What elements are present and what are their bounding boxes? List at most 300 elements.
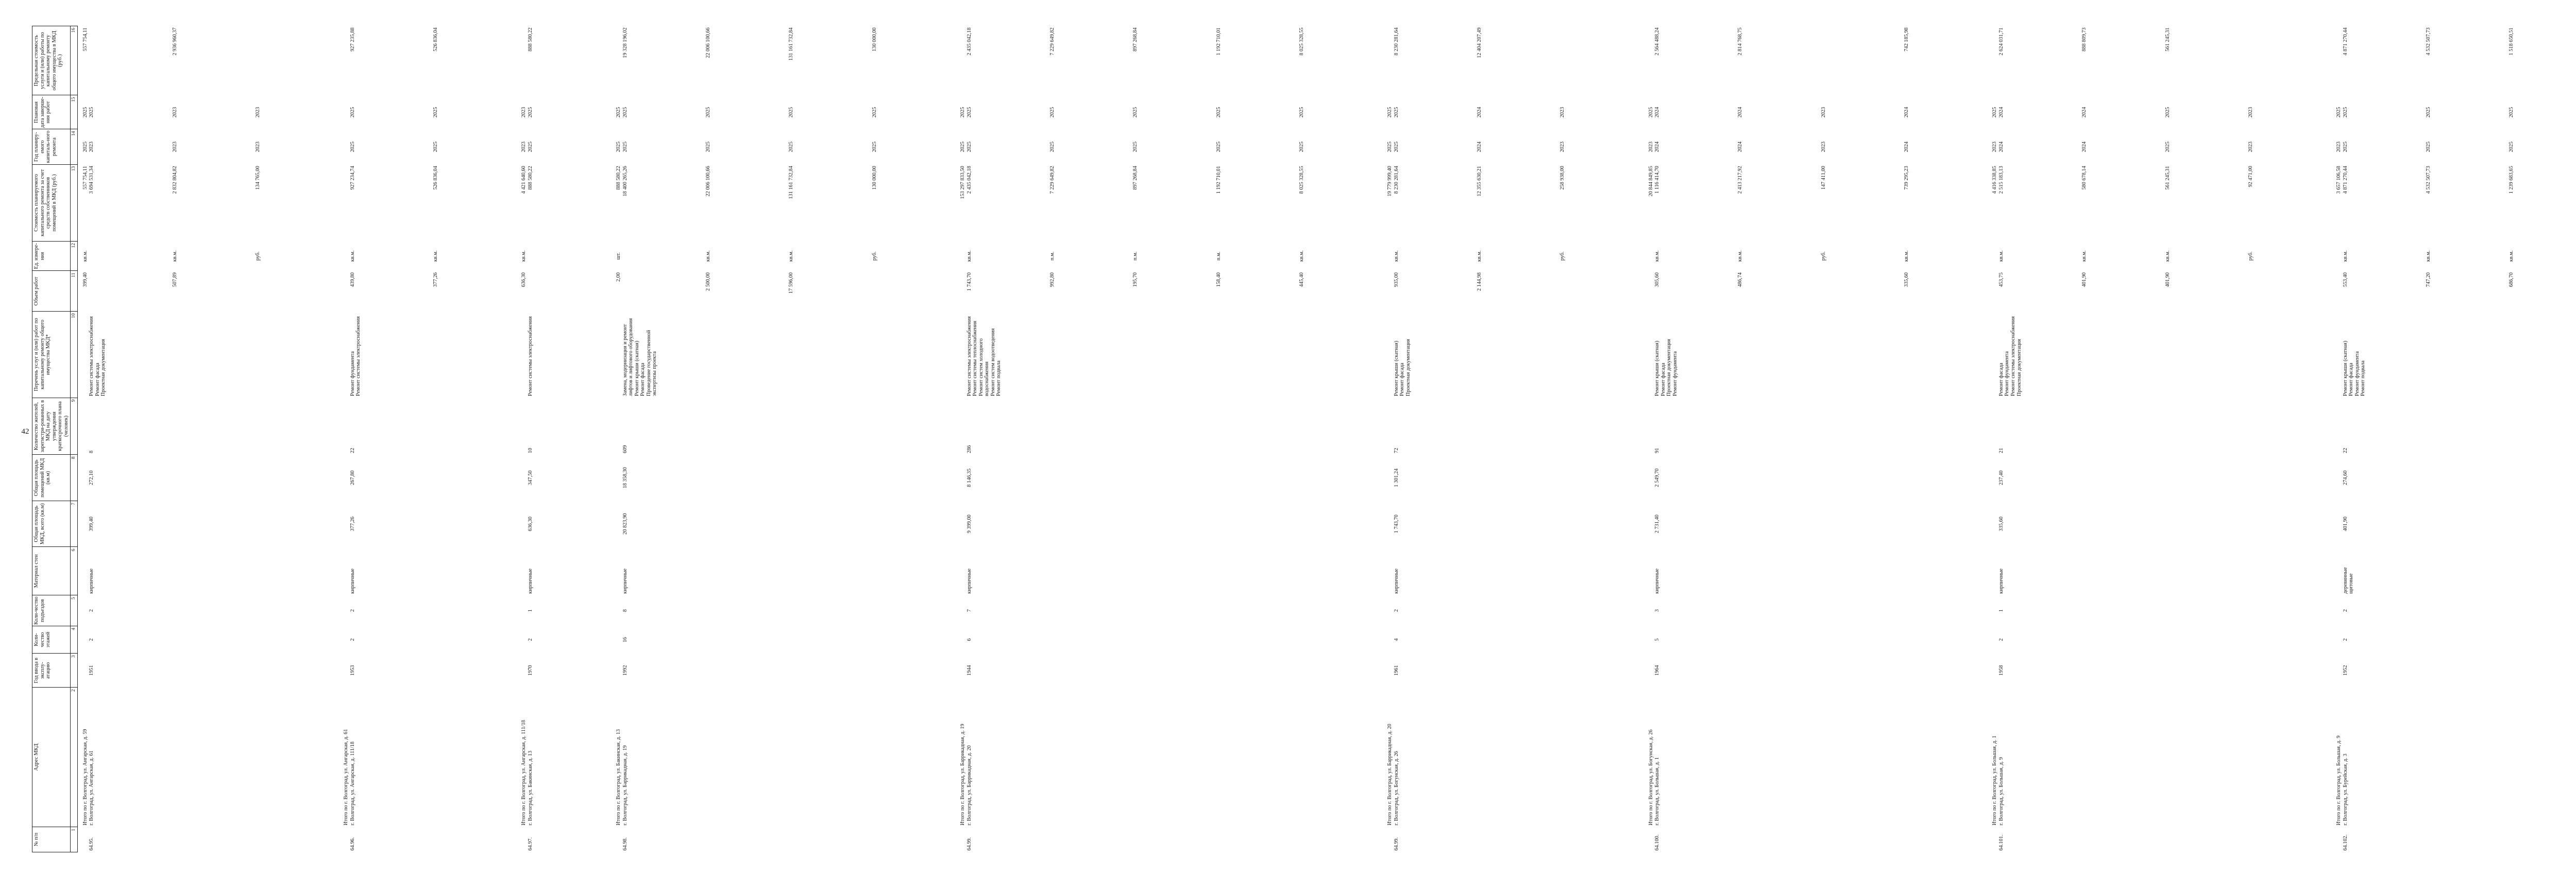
work-name: Проектная документация [1405,339,1411,397]
total-done: 2025 [2336,107,2342,118]
address: г. Волгоград, ул. Бакинская, д. 13 [527,750,533,826]
work-volume: 2 500,00 [705,272,711,291]
empty-cell [516,312,528,398]
work-max-cost [1821,28,1904,94]
total-year: 2023 [521,141,527,152]
total-cost: 557 754,11 [82,166,88,190]
work-year: 2025 [433,141,439,152]
row-number: 64.99. [1393,837,1399,851]
work-done: 2025 [349,107,355,118]
work-cost: 8 025 328,55 [1298,166,1304,194]
total-row [1643,26,1655,852]
commission-year: 1953 [349,665,355,676]
empty-cell [1987,654,1998,688]
area-rooms: 18 358,30 [622,467,628,489]
work-name: Ремонт фундамента [1672,351,1678,397]
total-max-cost [955,26,967,95]
column-number: 15 [71,95,78,129]
entrances: 2 [2342,609,2348,612]
empty-cell [1382,501,1394,547]
column-header: Материал стен [32,547,71,595]
work-max-cost [1560,28,1642,94]
empty-cell [2331,398,2343,455]
total-cost: 4 421 640,60 [521,166,527,194]
area-total: 1 743,70 [1393,515,1399,534]
work-year: 2024 [1998,141,2004,152]
commission-year: 1958 [1998,665,2004,676]
work-max-cost: 7 229 649,82 [1049,27,1055,56]
work-volume-list [528,271,611,312]
area-rooms: 1 301,24 [1393,468,1399,487]
work-name: Ремонт фундамента [2004,351,2010,397]
work-max-cost [2248,28,2331,94]
work-year: 2024 [1737,141,1743,152]
work-year: 2023 [255,141,261,152]
work-year: 2024 [1904,141,1910,152]
address-row [1654,26,1987,852]
work-cost: 888 580,22 [527,166,533,190]
column-header: Плановая дата заверше-ния работ [32,95,71,129]
work-name: Ремонт системы теплоснабжения [972,320,978,397]
work-name-list [1654,312,1987,398]
work-volume: 486,74 [1737,272,1743,287]
work-done-list [622,95,955,129]
work-year: 2025 [349,141,355,152]
work-year: 2023 [172,141,178,152]
work-name: Ремонт крыши (скатная) [1393,340,1399,397]
total-year: 2025 [960,141,966,152]
total-unit: шт. [616,252,622,260]
empty-cell [955,312,967,398]
empty-cell [1643,547,1655,595]
entrances: 7 [966,609,972,612]
work-name-list [1998,312,2331,398]
work-cost-list [1998,164,2331,241]
empty-cell [611,455,622,501]
wall-material: кирпичные [1998,568,2004,594]
work-name: Ремонт фасада [94,363,100,397]
total-row [1987,26,1998,852]
floors: 2 [349,638,355,641]
empty-cell [1987,398,1998,455]
work-unit-list [1998,241,2331,271]
work-volume [528,272,611,310]
work-done: 2023 [1820,107,1826,118]
empty-cell [338,398,350,455]
work-volume: 2 144,98 [1477,272,1482,291]
work-name: Ремонт крыши (скатная) [2342,340,2348,397]
work-unit: руб. [255,251,261,261]
total-label: Итого по г. Волгоград, ул. Большая, д. 1 [1992,735,1998,826]
work-volume: 453,75 [1998,272,2004,287]
empty-cell [1643,455,1655,501]
total-cost: 3 657 106,58 [2336,166,2342,194]
empty-cell [955,827,967,852]
total-max-cost [1382,26,1394,95]
address-row [350,26,517,852]
column-number: 6 [71,547,78,595]
work-unit: руб. [1560,251,1566,261]
total-max-cost [2331,26,2343,95]
column-header: Стоимость планируемого капитального ремонта за счет средств собственников помещений в МКД (руб.) [32,164,71,241]
work-year-list [967,129,1383,164]
work-done: 2024 [2081,107,2088,118]
work-year: 2023 [1820,141,1826,152]
work-cost: 897 268,84 [1132,166,1139,190]
work-done: 2025 [89,107,95,118]
work-name: Ремонт системы электроснабжения [966,316,972,397]
work-max-cost [255,28,338,94]
total-year: 2023 [1992,141,1998,152]
residents: 91 [1654,448,1660,453]
work-max-cost-list [2343,26,2576,95]
row-number: 64.96. [349,837,355,851]
total-volume [1382,271,1394,312]
empty-cell [1643,595,1655,626]
work-volume: 686,70 [2509,272,2515,287]
total-volume [1987,271,1998,312]
work-cost-list [89,164,338,241]
empty-cell [77,626,89,653]
work-max-cost: 888 809,73 [2081,27,2088,52]
empty-cell [1643,827,1655,852]
empty-cell [77,827,89,852]
total-label: Итого по г. Волгоград, ул. Большая, д. 9 [2336,735,2342,826]
empty-cell [516,455,528,501]
entrances: 2 [349,609,355,612]
work-year: 2025 [1132,141,1139,152]
work-volume: 401,90 [2164,272,2171,287]
work-unit: кв.м. [433,250,439,262]
work-cost-list [967,164,1383,241]
work-name: Ремонт фасада [640,363,646,397]
work-max-cost: 927 235,88 [349,27,355,52]
row-number: 64.99. [966,837,972,851]
work-volume [622,272,705,310]
work-unit: кв.м. [2426,250,2432,262]
column-number: 4 [71,626,78,653]
empty-cell [1643,398,1655,455]
empty-cell [2331,827,2343,852]
work-done: 2025 [433,107,439,118]
rotated-table-container [32,26,2515,852]
work-unit-list [1654,241,1987,271]
column-header: Адрес МКД [32,688,71,827]
work-year: 2024 [2081,141,2088,152]
column-header: Год планиру-емого капиталь-ного ремонта [32,129,71,164]
work-cost: 7 229 649,82 [1049,166,1055,194]
work-done-list [967,95,1383,129]
work-volume [2248,272,2331,310]
work-max-cost-list [622,26,955,95]
work-name-list [622,312,955,398]
work-unit: кв.м. [349,250,355,262]
total-volume [2331,271,2343,312]
work-done: 2025 [2164,107,2171,118]
column-header: Общая площадь помещений МКД (кв.м) [32,455,71,501]
area-total: 377,26 [349,517,355,532]
commission-year: 1961 [1393,665,1399,676]
total-row [2331,26,2343,852]
work-unit-list [2343,241,2576,271]
work-done: 2024 [1654,107,1660,118]
work-done-list [1394,95,1643,129]
work-name: Ремонт крыши (скатная) [1654,340,1660,397]
row-number: 64.98. [622,837,628,851]
address: г. Волгоград, ул. Баррикадная, д. 20 [966,745,972,826]
work-unit: кв.м. [2509,250,2515,262]
total-done: 2025 [1387,107,1393,118]
work-max-cost-list [1998,26,2331,95]
empty-cell [1987,312,1998,398]
column-number: 9 [71,398,78,455]
commission-year: 1951 [89,665,95,676]
work-done: 2024 [1737,107,1743,118]
residents: 22 [2342,448,2348,453]
work-done: 2025 [622,107,628,118]
work-year: 2025 [966,141,972,152]
work-year-list [2343,129,2576,164]
empty-cell [955,547,967,595]
empty-cell [338,654,350,688]
total-done: 2023 [521,107,527,118]
work-unit: кв.м. [2342,250,2348,262]
work-cost: 18 400 265,26 [622,166,628,197]
work-done-list [89,95,338,129]
total-done [338,95,350,129]
area-rooms: 8 146,35 [966,468,972,487]
floors: 2 [89,638,95,641]
residents: 286 [966,445,972,453]
work-done: 2025 [788,107,794,118]
total-row [611,26,622,852]
empty-cell [2331,455,2343,501]
work-name: Ремонт фасада [1660,363,1666,397]
work-done: 2025 [2426,107,2432,118]
empty-cell [338,501,350,547]
empty-cell [611,626,622,653]
work-cost: 131 161 732,84 [788,166,794,199]
column-header: Год ввода в эксплу-атацию [32,654,71,688]
total-year: 2023 [2336,141,2342,152]
total-row [516,26,528,852]
work-cost: 92 471,00 [2247,166,2253,187]
residents: 72 [1393,448,1399,453]
entrances: 2 [1393,609,1399,612]
area-rooms: 272,10 [89,470,95,485]
work-unit-list [350,241,517,271]
address-row [2343,26,2576,852]
empty-cell [611,827,622,852]
total-max-cost [338,26,350,95]
work-volume-list [1394,271,1643,312]
work-year: 2025 [1215,141,1222,152]
row-number: 64.100. [1654,834,1660,851]
row-number: 64.95. [89,837,95,851]
work-name: Замена, модернизация и ремонт лифтов и лифтового оборудования [622,318,634,397]
total-unit [338,241,350,271]
empty-cell [2331,595,2343,626]
work-max-cost: 2 564 488,24 [1654,27,1660,56]
empty-cell [516,501,528,547]
work-unit: кв.м. [2164,250,2171,262]
address-row [528,26,611,852]
work-max-cost-list [1394,26,1643,95]
work-cost: 580 678,14 [2081,166,2088,190]
area-rooms: 347,50 [527,470,533,485]
empty-cell [1643,501,1655,547]
empty-cell [77,595,89,626]
column-header: Ед. измере-ния [32,241,71,271]
work-year-list [1654,129,1987,164]
work-volume [1560,272,1642,310]
work-done: 2025 [1393,107,1399,118]
area-total: 636,30 [527,517,533,532]
work-name: Ремонт систем холодного водоснабжения [978,338,990,397]
work-year-list [622,129,955,164]
residents: 609 [622,445,628,453]
work-done: 2025 [705,107,711,118]
work-year: 2025 [2342,141,2348,152]
work-cost-list [622,164,955,241]
work-cost-list [350,164,517,241]
work-cost: 1 239 683,65 [2509,166,2515,194]
work-year: 2025 [705,141,711,152]
work-done: 2023 [1560,107,1566,118]
empty-cell [338,547,350,595]
empty-cell [1643,312,1655,398]
work-max-cost: 12 404 207,49 [1477,27,1482,58]
column-number: 2 [71,688,78,827]
work-year: 2025 [871,141,877,152]
work-name: Проектная документация [1666,339,1672,397]
work-done: 2023 [172,107,178,118]
total-row [1382,26,1394,852]
empty-cell [2331,654,2343,688]
address: г. Волгоград, ул. Большая, д. 9 [1998,757,2004,826]
column-number: 13 [71,164,78,241]
work-name-list [1394,312,1643,398]
work-cost: 3 694 531,34 [89,166,95,194]
work-done: 2024 [1477,107,1482,118]
work-name: Ремонт системы электроснабжения [2010,316,2016,397]
total-unit [1382,241,1394,271]
area-total: 401,90 [2342,517,2348,532]
column-header: Общая площадь МКД, всего (кв.м) [32,501,71,547]
work-year-list [528,129,611,164]
work-max-cost-list [967,26,1383,95]
commission-year: 1964 [1654,665,1660,676]
work-max-cost: 2 814 768,75 [1737,27,1743,56]
empty-cell [77,398,89,455]
work-unit: кв.м. [1298,250,1304,262]
work-max-cost-list [1654,26,1987,95]
empty-cell [516,654,528,688]
work-done: 2025 [966,107,972,118]
work-max-cost: 1 518 650,51 [2509,27,2515,56]
work-year: 2025 [527,141,533,152]
work-name-list [2343,312,2576,398]
floors: 2 [1998,638,2004,641]
commission-year: 1992 [622,665,628,676]
total-year: 2025 [1387,141,1393,152]
empty-cell [338,827,350,852]
empty-cell [1643,654,1655,688]
empty-cell [338,626,350,653]
wall-material: кирпичные [527,568,533,594]
total-cost: 19 779 999,40 [1387,166,1393,197]
residents: 21 [1998,448,2004,453]
work-volume-list [622,271,955,312]
column-header: Предельная стоимость услуги и (или) работы по капитальному ремонту общего имущества в МКД (руб.) [32,26,71,95]
work-max-cost-list [350,26,517,95]
work-max-cost: 131 161 732,84 [788,27,794,61]
work-max-cost-list [89,26,338,95]
work-max-cost: 4 871 270,44 [2342,27,2348,56]
total-label: Итого по г. Волгоград, ул. Ангарская, д. 61 [343,729,349,826]
work-volume: 195,70 [1132,272,1139,287]
work-unit: п.м. [1215,251,1222,261]
empty-cell [1382,398,1394,455]
work-volume: 377,26 [433,272,439,287]
empty-cell [338,312,350,398]
work-unit: кв.м. [1477,250,1482,262]
work-done: 2025 [1132,107,1139,118]
work-name: Ремонт системы электроснабжения [89,316,95,397]
empty-cell [2331,501,2343,547]
work-max-cost: 888 580,22 [527,27,533,52]
total-done: 2025 [616,107,622,118]
total-year: 2023 [1648,141,1654,152]
entrances: 8 [622,609,628,612]
work-year-list [89,129,338,164]
total-volume: 636,30 [521,272,527,287]
work-max-cost: 742 185,98 [1904,27,1910,52]
work-cost: 4 532 507,73 [2426,166,2432,194]
work-year: 2023 [2247,141,2253,152]
work-unit: кв.м. [2081,250,2088,262]
total-cost [338,164,350,241]
total-year [338,129,350,164]
empty-cell [1987,455,1998,501]
empty-cell [516,595,528,626]
work-volume: 305,60 [1654,272,1660,287]
work-unit: кв.м. [1393,250,1399,262]
work-name: Ремонт фасада [1399,363,1405,397]
work-done: 2023 [255,107,261,118]
work-max-cost: 2 624 031,71 [1998,27,2004,56]
row-number: 64.97. [527,837,533,851]
work-volume [89,272,172,310]
floors: 2 [527,638,533,641]
empty-cell [338,455,350,501]
work-volume-list [89,271,338,312]
wall-material: деревянные щитовые [2342,567,2354,594]
address-row [967,26,1383,852]
work-done: 2025 [1049,107,1055,118]
empty-cell [955,398,967,455]
work-name: Ремонт фасада [2348,363,2354,397]
address-row [1394,26,1643,852]
address-row [89,26,338,852]
column-number: 1 [71,827,78,852]
work-year: 2023 [89,141,95,152]
work-volume [872,272,955,310]
entrances: 1 [527,609,533,612]
column-header: Коли-чество подъездов [32,595,71,626]
work-unit: п.м. [1049,251,1055,261]
empty-cell [611,312,622,398]
